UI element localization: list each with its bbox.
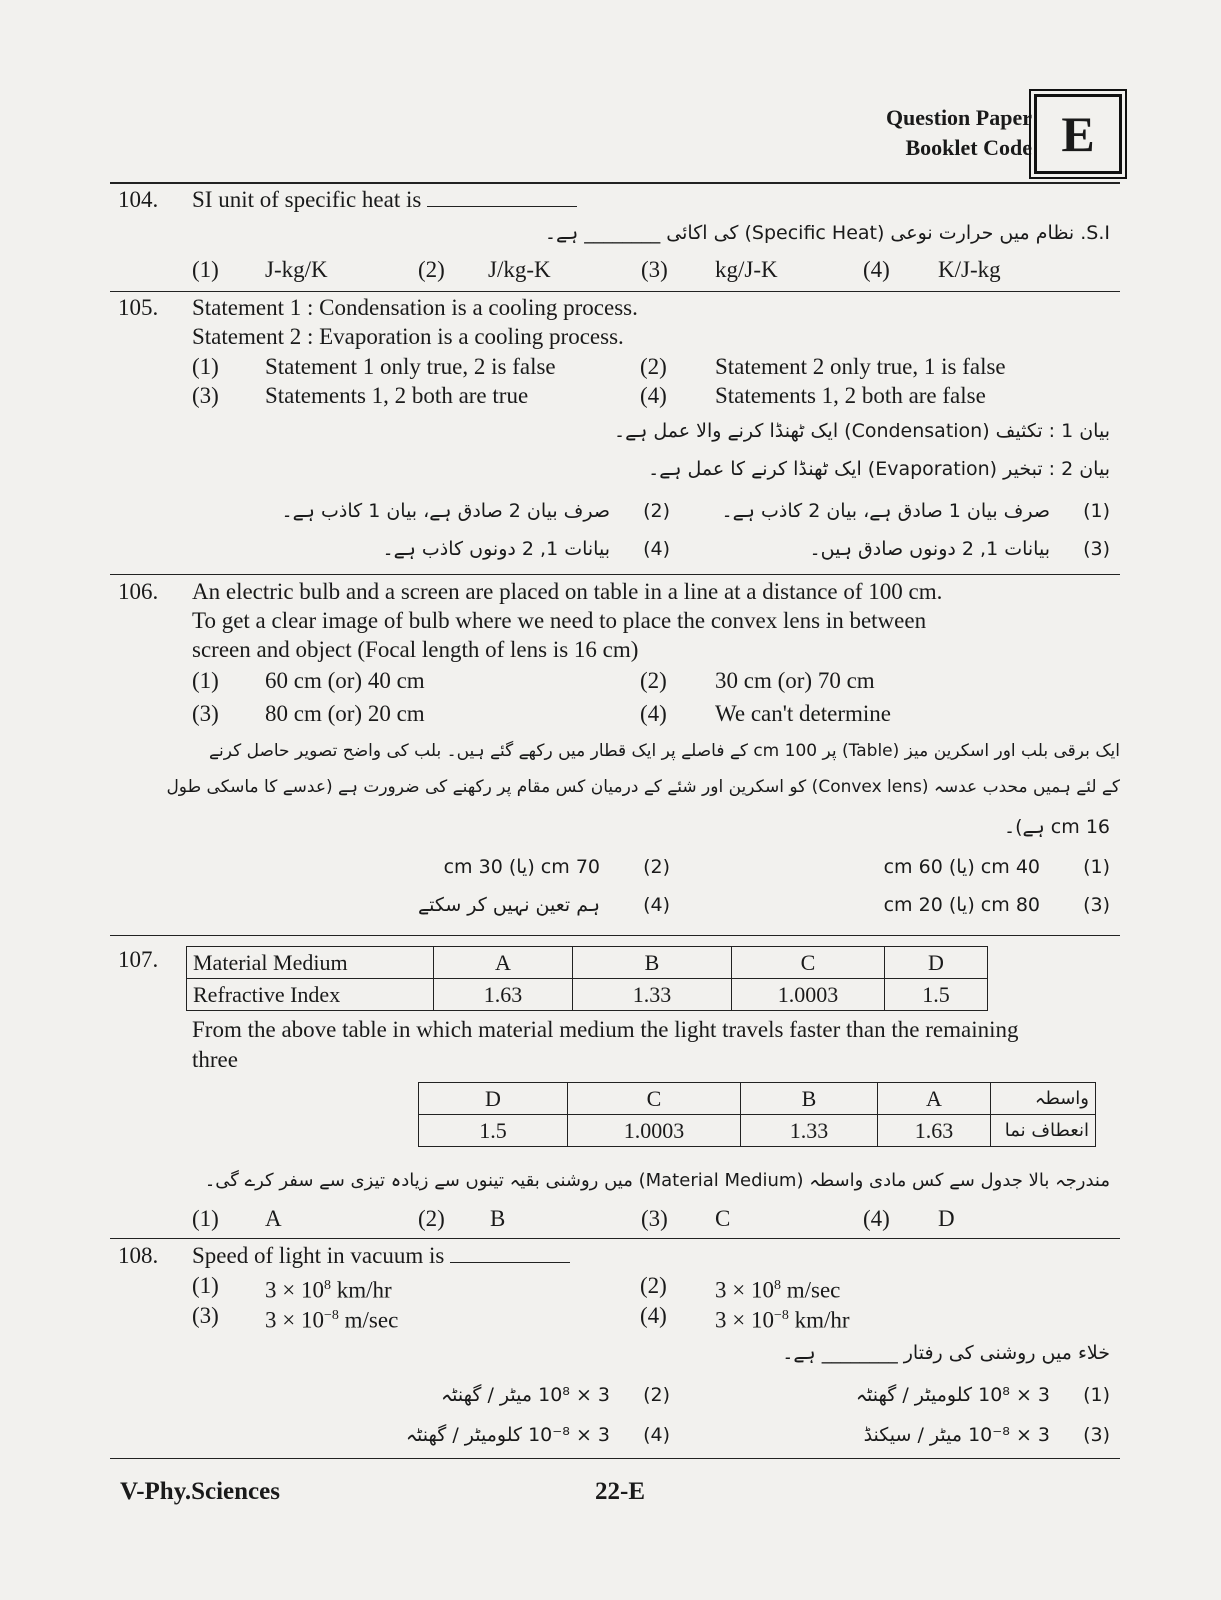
q105-urdu-opt4: بیانات 1, 2 دونوں کاذب ہے۔ [382,538,610,560]
table-cell: 1.0003 [732,979,885,1011]
q104-question: SI unit of specific heat is [192,186,577,214]
header-line-1: Question Paper [885,105,1032,130]
q106-line-1: An electric bulb and a screen are placed on table in a line at a distance of 100 cm. [192,579,943,604]
table-cell: 1.33 [573,979,732,1011]
q108-opt4-num: (4) [640,1303,667,1328]
q108-opt4: $3 \times 10^{-8}$ km/hr [715,1307,850,1333]
table-row [419,1115,1096,1147]
q106-line-3: screen and object (Focal length of lens is 16 cm) [192,637,639,662]
table-cell: 1.63 [878,1115,991,1147]
q104-number: 104. [118,187,159,212]
q105-urdu-opt2-num: (2) [643,500,670,522]
table-cell: 1.5 [885,979,988,1011]
q106-urdu-opt1-num: (1) [1083,856,1110,878]
q108-urdu-opt3-num: (3) [1083,1424,1110,1446]
header-line-2: Booklet Code [905,135,1032,160]
footer-page-number: 22-E [595,1478,645,1505]
divider [110,1238,1120,1239]
q106-opt4-num: (4) [640,701,667,726]
q104-opt1: J-kg/K [265,257,328,282]
q105-urdu-opt1: صرف بیان 1 صادق ہے، بیان 2 کاذب ہے۔ [721,500,1050,522]
q104-opt4-num: (4) [863,257,890,282]
answer-blank [427,206,577,207]
q106-opt4: We can't determine [715,701,891,726]
table-row [187,979,988,1011]
q105-opt4: Statements 1, 2 both are false [715,383,986,408]
q106-urdu-opt2: 70 cm (یا) 30 cm [443,856,600,878]
q107-opt2: B [490,1206,506,1231]
q105-urdu-opt3-num: (3) [1083,538,1110,560]
q106-opt2-num: (2) [640,668,667,693]
table-cell: B [573,947,732,979]
q106-urdu-line-1: ایک برقی بلب اور اسکرین میز (Table) پر 100 cm کے فاصلے پر ایک قطار میں رکھے گئے ہیں۔ بلب کی واضح تصویر حاصل کرنے [209,741,1120,761]
q105-urdu-opt4-num: (4) [643,538,670,560]
table-cell: C [568,1083,741,1115]
q105-opt1: Statement 1 only true, 2 is false [265,354,556,379]
table-cell: 1.0003 [568,1115,741,1147]
q108-urdu-question: خلاء میں روشنی کی رفتار ________ ہے۔ [782,1342,1110,1364]
q105-urdu-opt1-num: (1) [1083,500,1110,522]
table-cell: Refractive Index [187,979,434,1011]
q108-urdu-opt1: 3 × 10⁸ کلومیٹر / گھنٹہ [855,1384,1050,1406]
q107-opt1-num: (1) [192,1206,219,1231]
q108-opt1-num: (1) [192,1273,219,1298]
q105-opt2: Statement 2 only true, 1 is false [715,354,1006,379]
q108-urdu-opt1-num: (1) [1083,1384,1110,1406]
footer-subject: V-Phy.Sciences [120,1478,280,1505]
q104-opt2: J/kg-K [488,257,551,282]
q108-urdu-opt2: 3 × 10⁸ میٹر / گھنٹہ [441,1384,610,1406]
q108-opt3-num: (3) [192,1303,219,1328]
q108-urdu-opt2-num: (2) [643,1384,670,1406]
q105-opt4-num: (4) [640,383,667,408]
q106-urdu-opt2-num: (2) [643,856,670,878]
q107-question-line-2: three [192,1047,238,1072]
table-cell: C [732,947,885,979]
q105-number: 105. [118,295,159,320]
table-cell: A [434,947,573,979]
q107-opt3-num: (3) [641,1206,668,1231]
q107-opt4-num: (4) [863,1206,890,1231]
q104-urdu-question: S.I. نظام میں حرارت نوعی (Specific Heat) کی اکائی ________ ہے۔ [544,222,1110,244]
q108-opt2-num: (2) [640,1273,667,1298]
q104-opt2-num: (2) [418,257,445,282]
table-cell: انعطاف نما [991,1115,1096,1147]
q106-opt2: 30 cm (or) 70 cm [715,668,875,693]
q105-statement-1: Statement 1 : Condensation is a cooling process. [192,295,638,320]
table-row [419,1083,1096,1115]
table-cell: D [885,947,988,979]
q105-opt3: Statements 1, 2 both are true [265,383,529,408]
table-cell: 1.63 [434,979,573,1011]
q104-opt1-num: (1) [192,257,219,282]
q105-urdu-statement-2: بیان 2 : تبخیر (Evaporation) ایک ٹھنڈا کرنے کا عمل ہے۔ [648,458,1110,480]
q104-opt4: K/J-kg [938,257,1001,282]
q107-opt1: A [265,1206,282,1231]
table-cell: B [741,1083,878,1115]
q107-question-line-1: From the above table in which material medium the light travels faster than the remaining [192,1017,1019,1042]
q108-number: 108. [118,1243,159,1268]
q106-opt3-num: (3) [192,701,219,726]
q105-urdu-opt3: بیانات 1, 2 دونوں صادق ہیں۔ [809,538,1050,560]
divider [110,935,1120,936]
q108-question: Speed of light in vacuum is [192,1242,570,1270]
divider [110,182,1120,184]
booklet-code-badge: E [1034,94,1122,174]
q106-urdu-opt1: 40 cm (یا) 60 cm [883,856,1040,878]
q106-urdu-opt3: 80 cm (یا) 20 cm [883,894,1040,916]
q108-opt1: $3 \times 10^8$ km/hr [265,1277,392,1303]
table-cell: D [419,1083,568,1115]
table-row [187,947,988,979]
q104-opt3: kg/J-K [715,257,778,282]
q107-opt2-num: (2) [418,1206,445,1231]
table-cell: Material Medium [187,947,434,979]
q106-line-2: To get a clear image of bulb where we need to place the convex lens in between [192,608,927,633]
q105-opt1-num: (1) [192,354,219,379]
divider [110,1458,1120,1459]
q106-urdu-line-3: 16 cm ہے)۔ [1003,816,1110,838]
q106-urdu-line-2: کے لئے ہمیں محدب عدسہ (Convex lens) کو اسکرین اور شئے کے درمیان کس مقام پر رکھنے کی ضرورت ہے (عدسے کا ماسکی طول [166,777,1120,797]
q106-number: 106. [118,579,159,604]
q105-urdu-statement-1: بیان 1 : تکثیف (Condensation) ایک ٹھنڈا کرنے والا عمل ہے۔ [613,420,1110,442]
q107-opt4: D [938,1206,955,1231]
table-cell: 1.33 [741,1115,878,1147]
q108-urdu-opt4-num: (4) [643,1424,670,1446]
divider [110,574,1120,575]
q105-statement-2: Statement 2 : Evaporation is a cooling process. [192,324,624,349]
table-cell: واسطہ [991,1083,1096,1115]
q106-urdu-opt4: ہم تعین نہیں کر سکتے [417,894,600,916]
q106-opt1-num: (1) [192,668,219,693]
divider [110,291,1120,292]
q104-opt3-num: (3) [641,257,668,282]
table-cell: A [878,1083,991,1115]
q106-opt3: 80 cm (or) 20 cm [265,701,425,726]
q105-opt3-num: (3) [192,383,219,408]
q107-urdu-table [418,1082,1096,1147]
q106-opt1: 60 cm (or) 40 cm [265,668,425,693]
q106-urdu-opt3-num: (3) [1083,894,1110,916]
table-cell: 1.5 [419,1115,568,1147]
q107-number: 107. [118,947,159,972]
q105-urdu-opt2: صرف بیان 2 صادق ہے، بیان 1 کاذب ہے۔ [281,500,610,522]
q107-refractive-index-table [186,946,988,1011]
q106-urdu-opt4-num: (4) [643,894,670,916]
q108-opt2: $3 \times 10^8$ m/sec [715,1277,841,1303]
q107-urdu-question: مندرجہ بالا جدول سے کس مادی واسطہ (Material Medium) میں روشنی بقیہ تینوں سے زیادہ تیزی سے سفر کرے گی۔ [204,1170,1110,1191]
answer-blank [450,1262,570,1263]
q107-opt3: C [715,1206,731,1231]
q105-opt2-num: (2) [640,354,667,379]
q108-opt3: $3 \times 10^{-8}$ m/sec [265,1307,399,1333]
q108-urdu-opt4: 3 × 10⁻⁸ کلومیٹر / گھنٹہ [405,1424,610,1446]
q108-urdu-opt3: 3 × 10⁻⁸ میٹر / سیکنڈ [863,1424,1050,1446]
